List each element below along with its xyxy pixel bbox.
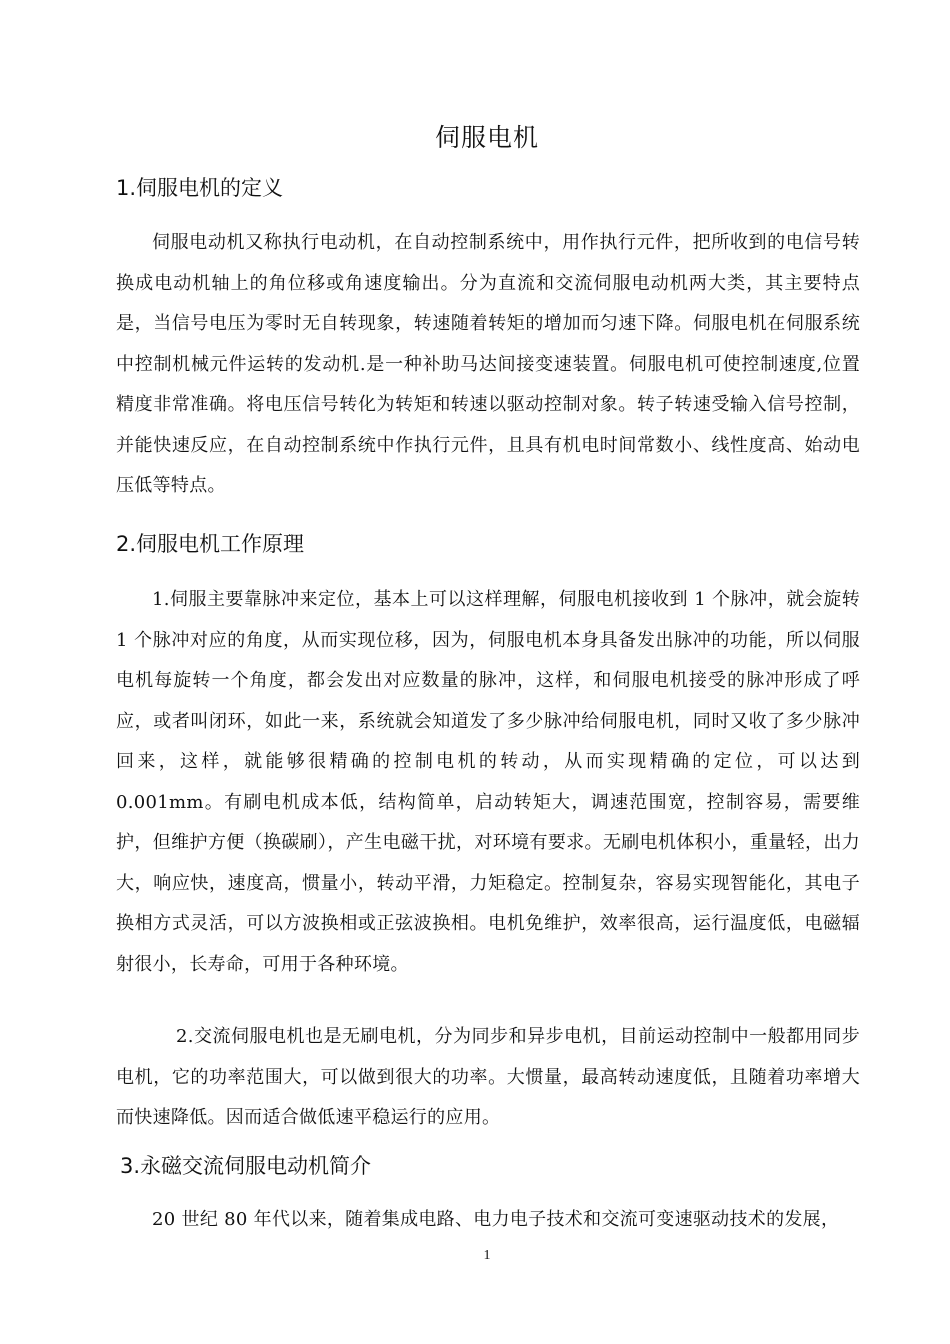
- paragraph-principle-ac: [116, 1017, 860, 1139]
- document-title: 伺服电机: [434, 123, 539, 152]
- paragraph-pmac: [116, 1200, 860, 1241]
- paragraph-text: 20 世纪 80 年代以来，随着集成电路、电力电子技术和交流可变速驱动技术的发展，: [152, 1209, 840, 1230]
- paragraph-text: 1.伺服主要靠脉冲来定位，基本上可以这样理解，伺服电机接收到 1 个脉冲，就会旋转 1 个脉冲对应的角度，从而实现位移，因为，伺服电机本身具备发出脉冲的功能，所以伺服电机每旋转一个角度，都会发出对应数量的脉冲，这样，和伺服电机接受的脉冲形成了呼应，或者叫闭环，如此一来，系统就会知道发了多少脉冲给伺服电机，同时又收了多少脉冲回来，这样，就能够很精确的控制电机的转动，从而实现精确的定位，可以达到0.001mm。有刷电机成本低，结构简单，启动转矩大，调速范围宽，控制容易，需要维护，但维护方便（换碳刷），产生电磁干扰，对环境有要求。无刷电机体积小，重量轻，出力大，响应快，速度高，惯量小，转动平滑，力矩稳定。控制复杂，容易实现智能化，其电子换相方式灵活，可以方波换相或正弦波换相。电机免维护，效率很高，运行温度低，电磁辐射很小，长寿命，可用于各种环境。: [116, 589, 860, 975]
- section-heading-definition: 1.伺服电机的定义: [116, 176, 284, 200]
- paragraph-definition: [116, 223, 860, 507]
- page-number: 1: [483, 1248, 491, 1263]
- section-heading-pmac: 3.永磁交流伺服电动机简介: [120, 1154, 372, 1178]
- paragraph-text: 2.交流伺服电机也是无刷电机，分为同步和异步电机，目前运动控制中一般都用同步电机，它的功率范围大，可以做到很大的功率。大惯量，最高转动速度低，且随着功率增大而快速降低。因而适合做低速平稳运行的应用。: [116, 1026, 860, 1128]
- section-heading-principle: 2.伺服电机工作原理: [116, 532, 305, 556]
- paragraph-text: 伺服电动机又称执行电动机，在自动控制系统中，用作执行元件，把所收到的电信号转换成电动机轴上的角位移或角速度输出。分为直流和交流伺服电动机两大类，其主要特点是，当信号电压为零时无自转现象，转速随着转矩的增加而匀速下降。伺服电机在伺服系统中控制机械元件运转的发动机.是一种补助马达间接变速装置。伺服电机可使控制速度,位置精度非常准确。将电压信号转化为转矩和转速以驱动控制对象。转子转速受输入信号控制，并能快速反应，在自动控制系统中作执行元件，且具有机电时间常数小、线性度高、始动电压低等特点。: [116, 232, 860, 496]
- paragraph-principle-pulse: [116, 580, 860, 985]
